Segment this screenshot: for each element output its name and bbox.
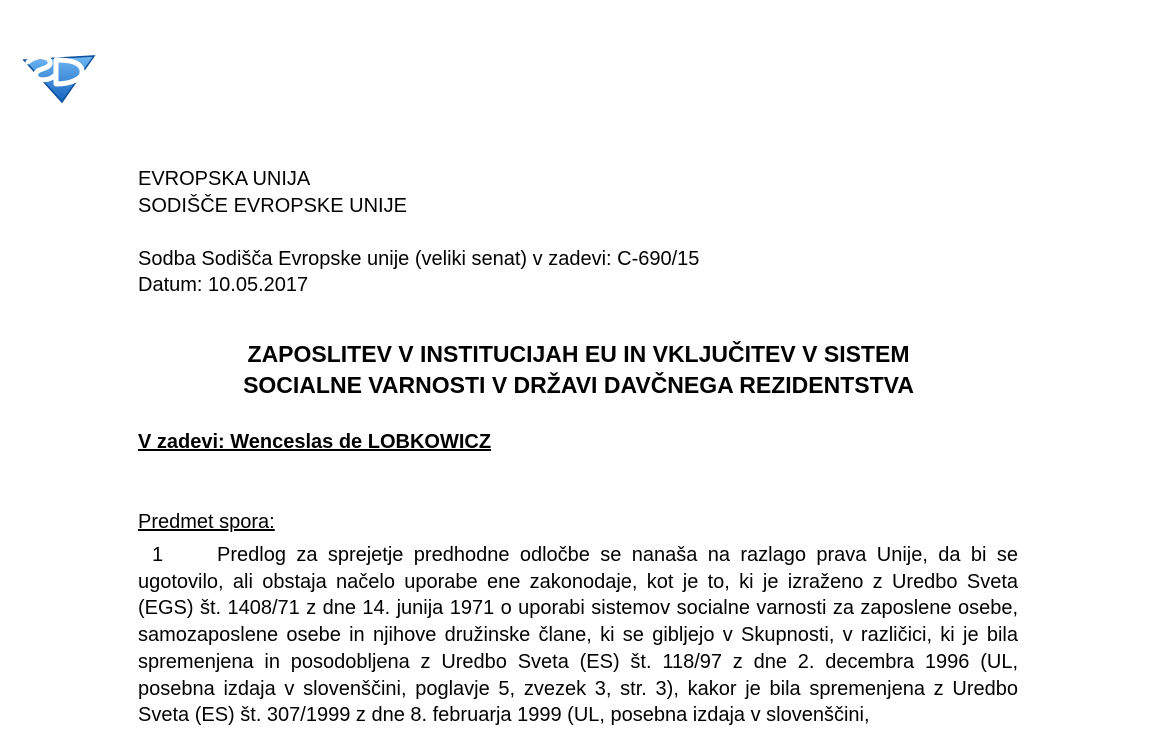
case-judgment-line: Sodba Sodišča Evropske unije (veliki senat) v zadevi: C-690/15 bbox=[138, 248, 700, 270]
court-name-line2: SODIŠČE EVROPSKE UNIJE bbox=[138, 195, 407, 217]
paragraph-number: 1 bbox=[152, 544, 164, 566]
subject-heading: Predmet spora: bbox=[138, 511, 275, 533]
document-title-line2: SOCIALNE VARNOSTI V DRŽAVI DAVČNEGA REZIDENTSTVA bbox=[243, 372, 914, 398]
case-date-line: Datum: 10.05.2017 bbox=[138, 274, 309, 296]
sd-shield-logo-icon bbox=[22, 50, 96, 104]
paragraph-text: Predlog za sprejetje predhodne odločbe se nanaša na razlago prava Unije, da bi se ugotovilo, ali obstaja načelo uporabe ene zakonodaje, kot je to, ki je izraženo z Uredbo Sveta (EGS) št. 1408/71 z dne 14. junija 1971 o uporabi sistemov socialne varnosti za zaposlene osebe, samozaposlene osebe in njihove družinske člane, ki se gibljejo v Skupnosti, v različici, ki je bila spremenjena in posodobljena z Uredbo Sveta (ES) št. 118/97 z dne 2. decembra 1996 (UL, posebna izdaja v slovenščini, poglavje 5, zvezek 3, str. 3), kakor je bila spremenjena z Uredbo Sveta (ES) št. 307/1999 z dne 8. februarja 1999 (UL, posebna izdaja v slovenščini, bbox=[138, 544, 1018, 727]
court-name-line1: EVROPSKA UNIJA bbox=[138, 168, 311, 190]
document-title-line1: ZAPOSLITEV V INSTITUCIJAH EU IN VKLJUČITEV V SISTEM bbox=[247, 341, 910, 367]
subject-paragraph bbox=[138, 542, 1018, 729]
case-parties-heading: V zadevi: Wenceslas de LOBKOWICZ bbox=[138, 431, 492, 453]
